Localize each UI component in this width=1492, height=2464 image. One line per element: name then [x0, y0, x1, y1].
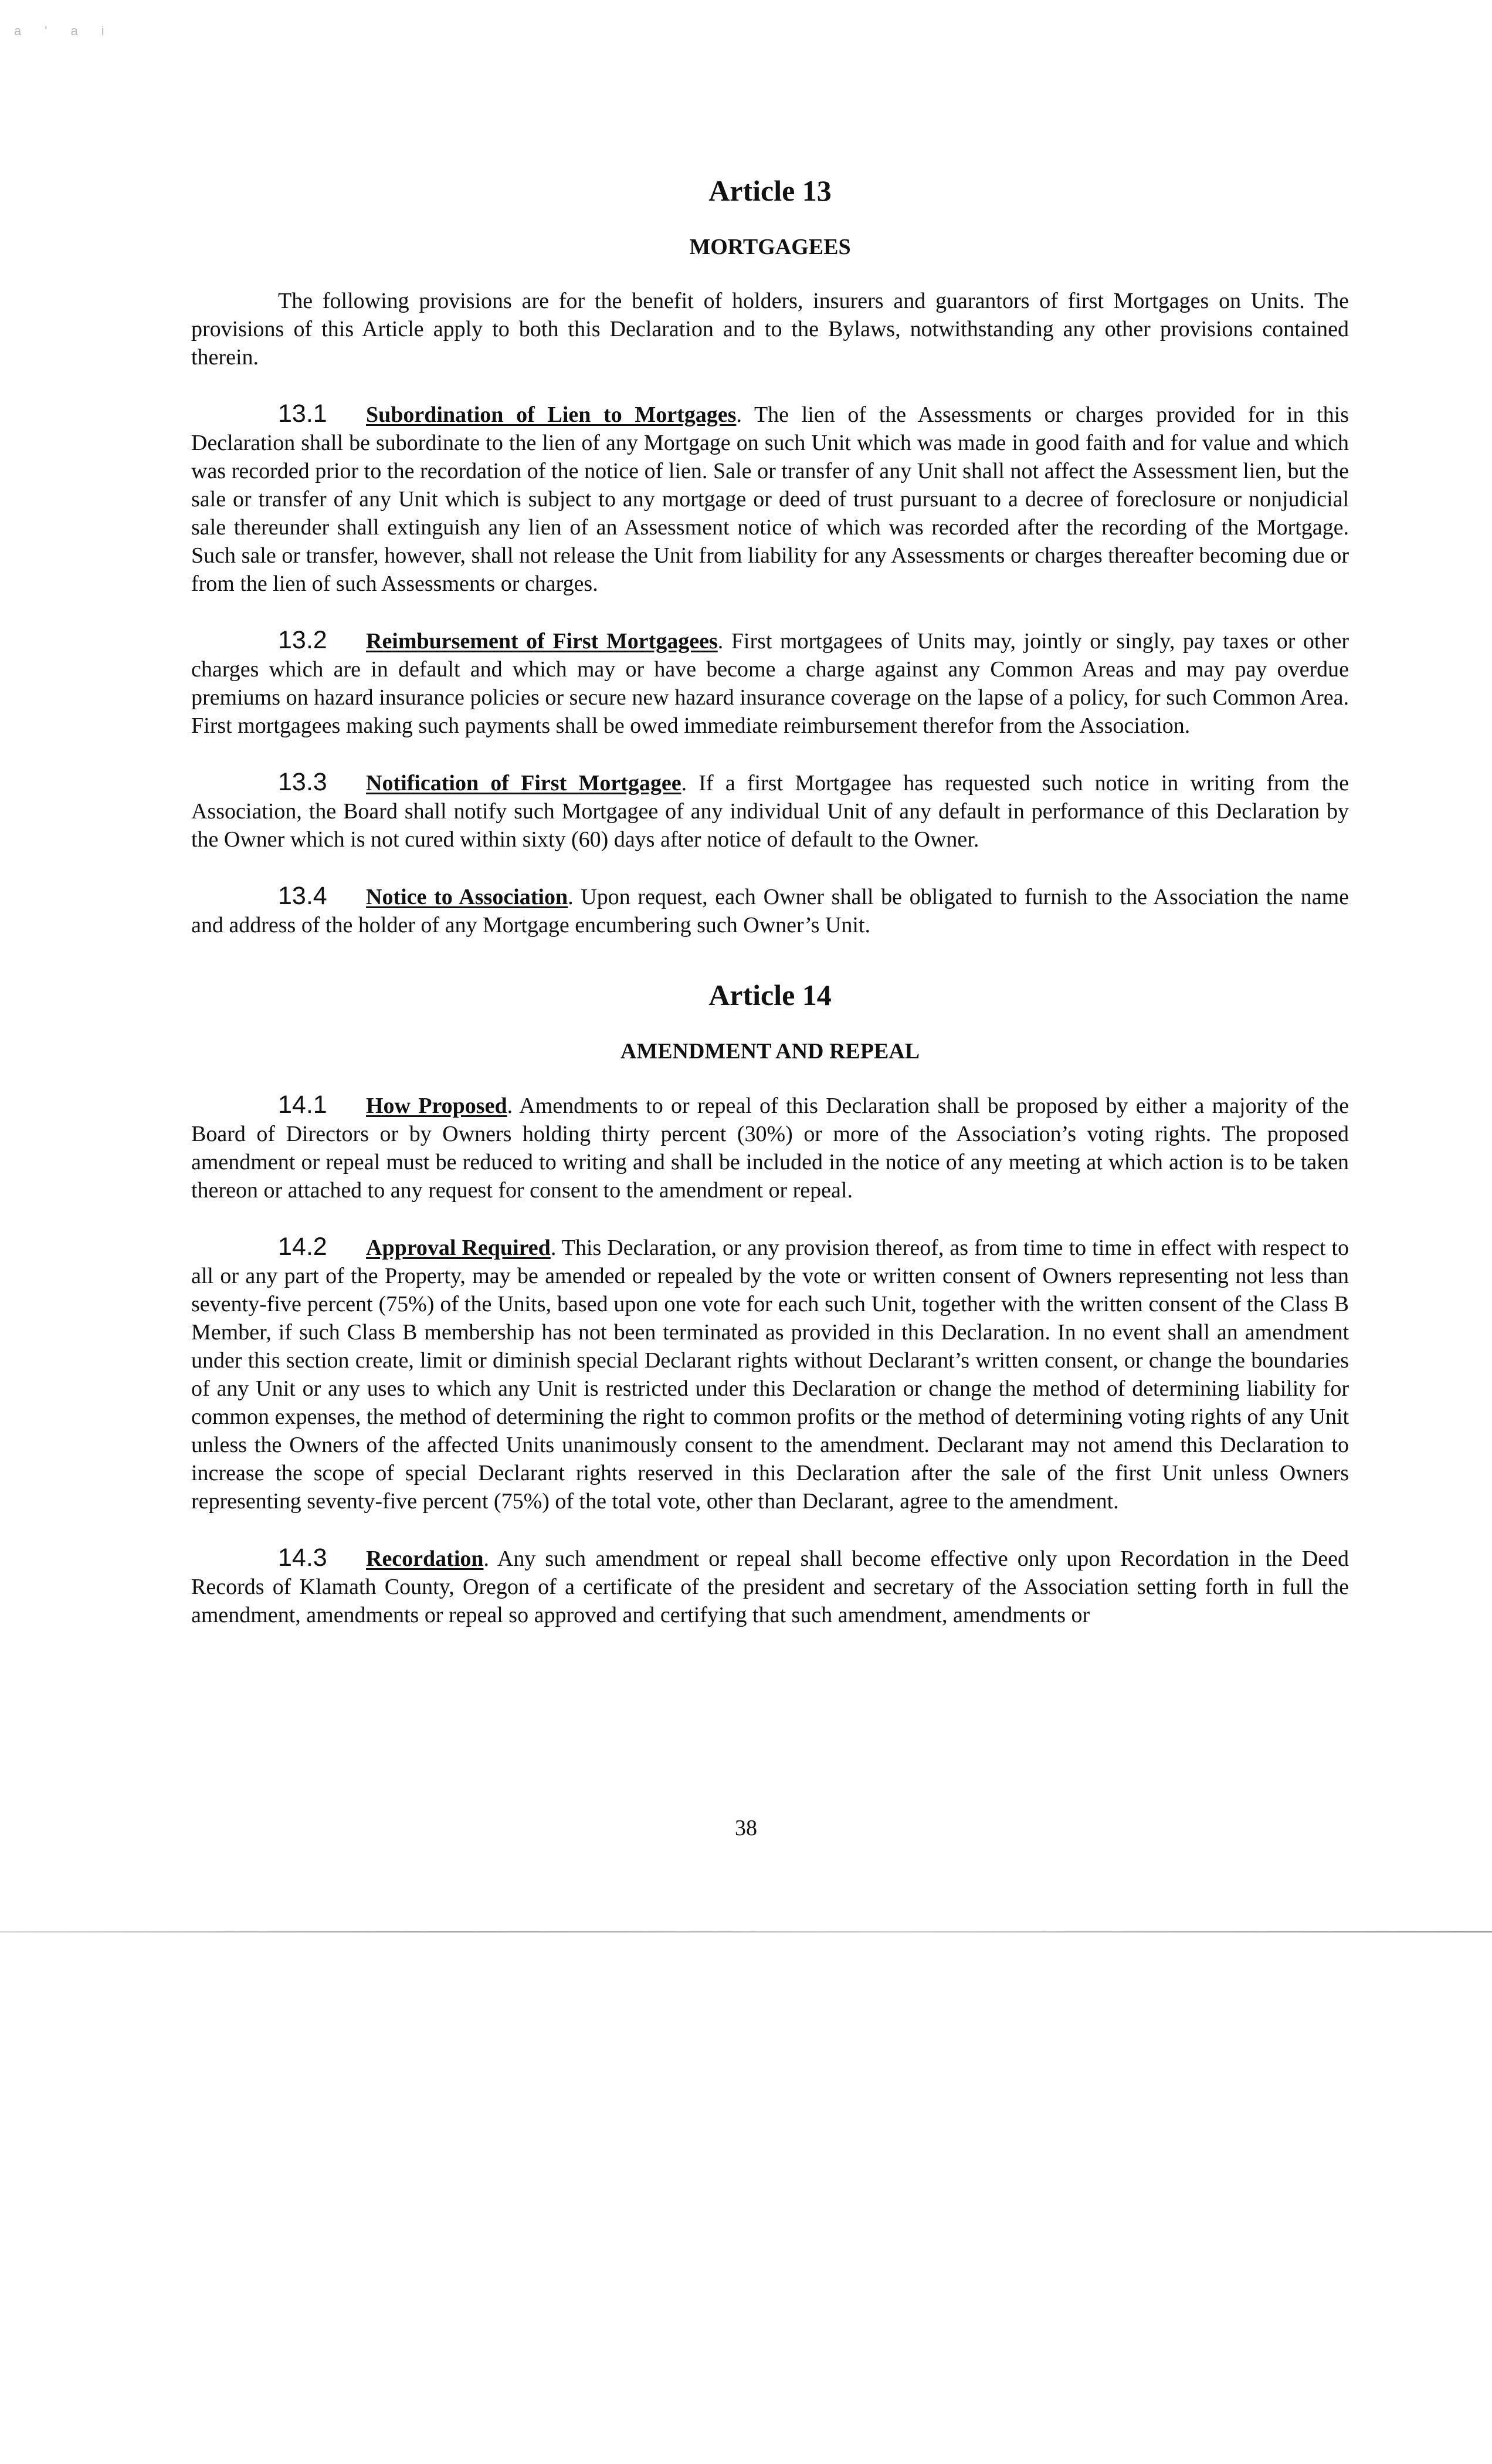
section-number: 13.1	[278, 399, 327, 428]
section-13-4: 13.4 Notice to Association. Upon request, each Owner shall be obligated to furnish to the Association the name and address of the holder of any Mortgage encumbering such Owner’s Unit.	[191, 881, 1349, 937]
section-text: Any such amendment or repeal shall become effective only upon Recordation in the Deed Records of Klamath County, Oregon of a certificate of the president and secretary of the Association setting forth in full the amendment, amendments or repeal so approved and certifying that such amendment, amendments or	[191, 1546, 1349, 1628]
scan-mark: '	[45, 23, 71, 38]
scan-mark: ai	[70, 23, 128, 38]
scan-artifact-marks	[14, 23, 128, 39]
section-text: This Declaration, or any provision thereof, as from time to time in effect with respect to all or any part of the Property, may be amended or repealed by the vote or written consent of Owners representing not less than seventy-five percent (75%) of the Units, based upon one vote for each such Unit, together with the written consent of the Class B Member, if such Class B membership has not been terminated as provided in this Declaration. In no event shall an amendment under this section create, limit or diminish special Declarant rights without Declarant’s written consent, or change the boundaries of any Unit or any uses to which any Unit is restricted under this Declaration or change the method of determining liability for common expenses, the method of determining the right to common profits or the method of determining voting rights of any Unit unless the Owners of the affected Units unanimously consent to the amendment. Declarant may not amend this Declaration to increase the scope of special Declarant rights reserved in this Declaration after the sale of the first Unit unless Owners representing seventy-five percent (75%) of the total vote, other than Declarant, agree to the amendment.	[191, 1236, 1349, 1514]
section-13-3: 13.3 Notification of First Mortgagee. If a first Mortgagee has requested such notice in writing from the Association, the Board shall notify such Mortgagee of any individual Unit of any default in performance of this Declaration by the Owner which is not cured within sixty (60) days after notice of default to the Owner.	[191, 767, 1349, 852]
section-text: Upon request, each Owner shall be obligated to furnish to the Association the name and address of the holder of any Mortgage encumbering such Owner’s Unit.	[191, 884, 1349, 937]
section-title: Subordination of Lien to Mortgages	[366, 402, 737, 427]
section-title: Approval Required	[366, 1236, 551, 1261]
scan-edge-line	[0, 1931, 1492, 1932]
section-title: Reimbursement of First Mortgagees	[366, 628, 718, 654]
section-text: Amendments to or repeal of this Declaration shall be proposed by either a majority of the Board of Directors or by Owners holding thirty percent (30%) or more of the Association’s voting rights. The proposed amendment or repeal must be reduced to writing and shall be included in the notice of any meeting at which action is to be taken thereon or attached to any request for consent to the amendment or repeal.	[191, 1094, 1349, 1203]
document-body	[191, 175, 1349, 1629]
scan-mark: a	[14, 23, 45, 38]
section-title: Notice to Association	[366, 884, 568, 909]
section-14-1: 14.1 How Proposed. Amendments to or repeal of this Declaration shall be proposed by either a majority of the Board of Directors or by Owners holding thirty percent (30%) or more of the Association’s voting rights. The proposed amendment or repeal must be reduced to writing and shall be included in the notice of any meeting at which action is to be taken thereon or attached to any request for consent to the amendment or repeal.	[191, 1091, 1349, 1203]
section-text: If a first Mortgagee has requested such notice in writing from the Association, the Board shall notify such Mortgagee of any individual Unit of any default in performance of this Declaration by the Owner which is not cured within sixty (60) days after notice of default to the Owner.	[191, 770, 1349, 852]
article-14-title: Article 14	[708, 978, 832, 1011]
section-number: 14.2	[278, 1233, 327, 1261]
section-title: How Proposed	[366, 1094, 507, 1119]
article-13-heading: MORTGAGEES	[689, 235, 851, 259]
section-text: The lien of the Assessments or charges provided for in this Declaration shall be subordinate to the lien of any Mortgage on such Unit which was made in good faith and for value and which was recorded prior to the recordation of the notice of lien. Sale or transfer of any Unit shall not affect the Assessment lien, but the sale or transfer of any Unit which is subject to any mortgage or deed of trust pursuant to a decree of foreclosure or nonjudicial sale thereunder shall extinguish any lien of an Assessment notice of which was recorded after the recording of the Mortgage. Such sale or transfer, however, shall not release the Unit from liability for any Assessments or charges thereafter becoming due or from the lien of such Assessments or charges.	[191, 402, 1349, 596]
article-13-intro: The following provisions are for the benefit of holders, insurers and guarantors of first Mortgages on Units. The provisions of this Article apply to both this Declaration and to the Bylaws, notwithstanding any other provisions contained therein.	[191, 288, 1349, 370]
section-13-1: 13.1 Subordination of Lien to Mortgages. The lien of the Assessments or charges provided for in this Declaration shall be subordinate to the lien of any Mortgage on such Unit which was made in good faith and for value and which was recorded prior to the recordation of the notice of lien. Sale or transfer of any Unit shall not affect the Assessment lien, but the sale or transfer of any Unit which is subject to any mortgage or deed of trust pursuant to a decree of foreclosure or nonjudicial sale thereunder shall extinguish any lien of an Assessment notice of which was recorded after the recording of the Mortgage. Such sale or transfer, however, shall not release the Unit from liability for any Assessments or charges thereafter becoming due or from the lien of such Assessments or charges.	[191, 399, 1349, 596]
section-14-3: 14.3 Recordation. Any such amendment or repeal shall become effective only upon Recordation in the Deed Records of Klamath County, Oregon of a certificate of the president and secretary of the Association setting forth in full the amendment, amendments or repeal so approved and certifying that such amendment, amendments or	[191, 1544, 1349, 1628]
section-title: Recordation	[366, 1546, 484, 1572]
article-14-heading: AMENDMENT AND REPEAL	[620, 1038, 920, 1064]
section-text: First mortgagees of Units may, jointly or singly, pay taxes or other charges which are in default and which may or have become a charge against any Common Areas and may pay overdue premiums on hazard insurance policies or secure new hazard insurance coverage on the lapse of a policy, for such Common Area. First mortgagees making such payments shall be owed immediate reimbursement therefor from the Association.	[191, 628, 1349, 738]
section-number: 13.3	[278, 767, 327, 796]
section-13-2: 13.2 Reimbursement of First Mortgagees. First mortgagees of Units may, jointly or singly, pay taxes or other charges which are in default and which may or have become a charge against any Common Areas and may pay overdue premiums on hazard insurance policies or secure new hazard insurance coverage on the lapse of a policy, for such Common Area. First mortgagees making such payments shall be owed immediate reimbursement therefor from the Association.	[191, 625, 1349, 738]
section-title: Notification of First Mortgagee	[366, 770, 681, 796]
section-number: 14.1	[278, 1091, 327, 1119]
section-number: 13.4	[278, 881, 327, 910]
article-13-title: Article 13	[708, 174, 832, 207]
section-number: 13.2	[278, 625, 327, 654]
section-14-2: 14.2 Approval Required. This Declaration, or any provision thereof, as from time to time in effect with respect to all or any part of the Property, may be amended or repealed by the vote or written consent of Owners representing not less than seventy-five percent (75%) of the Units, based upon one vote for each such Unit, together with the written consent of the Class B Member, if such Class B membership has not been terminated as provided in this Declaration. In no event shall an amendment under this section create, limit or diminish special Declarant rights without Declarant’s written consent, or change the boundaries of any Unit or any uses to which any Unit is restricted under this Declaration or change the method of determining liability for common expenses, the method of determining the right to common profits or the method of determining voting rights of any Unit unless the Owners of the affected Units unanimously consent to the amendment. Declarant may not amend this Declaration to increase the scope of special Declarant rights reserved in this Declaration after the sale of the first Unit unless Owners representing seventy-five percent (75%) of the total vote, other than Declarant, agree to the amendment.	[191, 1233, 1349, 1514]
section-number: 14.3	[278, 1544, 327, 1572]
page-number: 38	[735, 1816, 757, 1840]
